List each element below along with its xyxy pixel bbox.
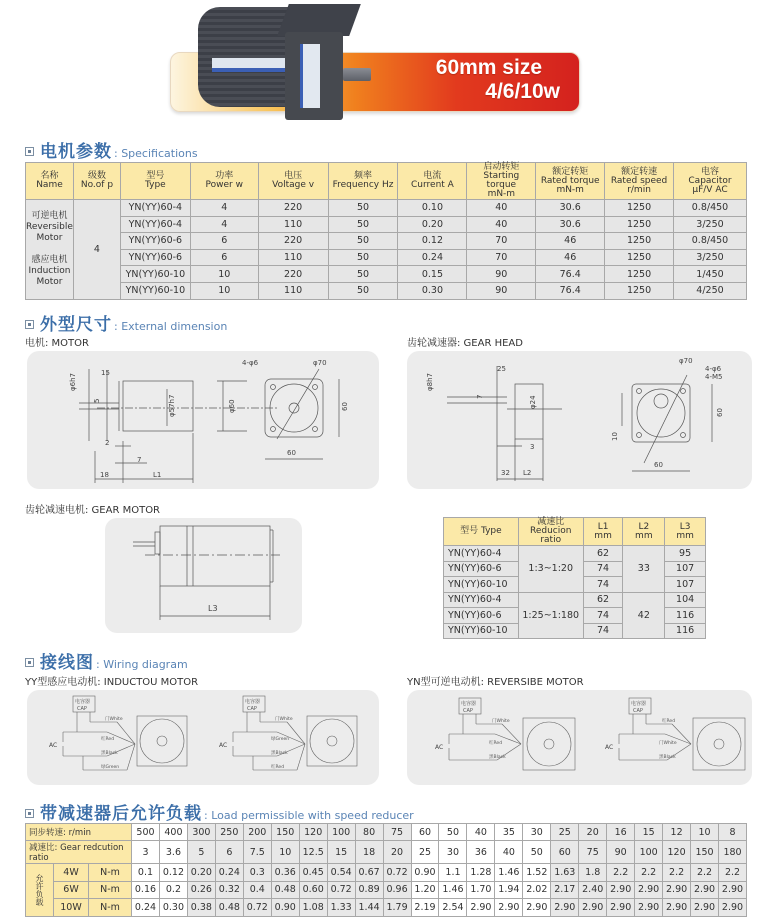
section-bullet-icon — [25, 147, 34, 156]
gearbox-nameplate — [300, 44, 320, 108]
svg-text:黑Black: 黑Black — [489, 755, 506, 760]
svg-text:红Red: 红Red — [271, 765, 285, 770]
svg-text:红Red: 红Red — [662, 719, 676, 724]
specifications-table — [25, 162, 747, 300]
svg-text:CAP: CAP — [463, 708, 473, 714]
gearhead-drawing-panel — [407, 351, 752, 489]
table-row: YN(YY)60-6 6 220 50 0.12 70 46 1250 0.8/450 — [26, 233, 747, 250]
gear-header-row: 型号 Type 减速比 Reducion ratio L1 mm L2 mm L3 mm — [444, 518, 706, 546]
svg-text:黑Black: 黑Black — [101, 751, 118, 756]
col-current: 电流 Current A — [398, 163, 467, 200]
table-row: YN(YY)60-10 74 116 — [444, 623, 706, 639]
svg-text:门White: 门White — [275, 717, 293, 722]
col-rated-torque: 额定转矩 Rated torque mN-m — [536, 163, 605, 200]
svg-text:60: 60 — [716, 408, 724, 417]
svg-text:AC: AC — [219, 742, 228, 749]
svg-text:黑Black: 黑Black — [659, 755, 676, 760]
size-label: 60mm size — [435, 56, 542, 79]
speed-label: 同步转速: r/min — [26, 824, 132, 841]
col-frequency: 频率 Frequency Hz — [328, 163, 398, 200]
svg-text:φ60: φ60 — [228, 399, 236, 413]
wiring-diagram-left — [49, 696, 187, 770]
svg-text:红Red: 红Red — [489, 741, 503, 746]
dimension-heading: 外型尺寸 : External dimension — [25, 310, 227, 335]
induction-motor-label: YY型感应电动机: INDUCTOU MOTOR — [25, 677, 199, 688]
svg-text:60: 60 — [287, 449, 296, 457]
table-row: YN(YY)60-6 74 107 — [444, 561, 706, 577]
svg-text:AC: AC — [605, 744, 614, 751]
svg-text:φ70: φ70 — [313, 359, 327, 367]
power-cell: 6W — [54, 881, 89, 898]
svg-text:5: 5 — [93, 398, 101, 403]
spec-header-row — [26, 163, 747, 200]
table-row: YN(YY)60-4 4 110 50 0.20 40 30.6 1250 3/250 — [26, 216, 747, 233]
col-type: 型号 Type — [120, 163, 190, 200]
svg-text:AC: AC — [435, 744, 444, 751]
permissible-load-label: 允许负载 — [26, 864, 54, 916]
col-name: 名称 Name — [26, 163, 74, 200]
speed-row: 同步转速: r/min 500 400 300 250 200 150 120 100 80 75 60 50 40 35 30 25 20 16 15 12 10 8 — [26, 824, 747, 841]
svg-text:门White: 门White — [492, 719, 510, 724]
col-poles: 级数 No.of p — [73, 163, 120, 200]
table-row: 10W N-m 0.24 0.30 0.38 0.48 0.72 0.90 1.08 1.33 1.44 1.79 2.19 2.54 2.90 2.90 2.90 2.90 2.90 2.90 2.90 2.90 2.90 2.90 — [26, 899, 747, 916]
induction-wiring-diagram — [27, 690, 379, 785]
svg-text:绿Green: 绿Green — [101, 765, 120, 770]
specifications-heading: 电机参数 : Specifications — [25, 137, 198, 162]
section-bullet-icon — [25, 320, 34, 329]
gearmotor-dimension-drawing — [105, 518, 302, 633]
table-row: 6W N-m 0.16 0.2 0.26 0.32 0.4 0.48 0.60 0.72 0.89 0.96 1.20 1.46 1.70 1.94 2.02 2.17 2.40 2.90 2.90 2.90 2.90 2.90 — [26, 881, 747, 898]
wiring-diagram-right — [605, 698, 745, 770]
svg-text:绿Green: 绿Green — [271, 737, 290, 742]
motor-dimension-drawing — [27, 351, 379, 489]
svg-text:AC: AC — [49, 742, 58, 749]
power-cell: 10W — [54, 899, 89, 916]
section-bullet-icon — [25, 658, 34, 667]
svg-text:18: 18 — [100, 471, 109, 479]
output-shaft-image — [343, 68, 371, 81]
wiring-diagram-left — [435, 698, 575, 770]
svg-text:15: 15 — [101, 369, 110, 377]
col-rated-speed: 额定转速 Rated speed r/min — [605, 163, 674, 200]
svg-text:φ8h7: φ8h7 — [426, 373, 434, 391]
svg-text:L1: L1 — [153, 471, 162, 479]
motor-label: 电机: MOTOR — [25, 338, 89, 349]
wiring-diagram-right — [219, 696, 357, 770]
section-bullet-icon — [25, 809, 34, 818]
table-row: YN(YY)60-4 1:25~1:180 62 42 104 — [444, 592, 706, 608]
svg-text:L3: L3 — [208, 604, 218, 613]
unit-cell: N-m — [89, 899, 132, 916]
table-row: 可逆电机 Reversible Motor 感应电机 Induction Motor 4 YN(YY)60-4 4 220 50 0.10 40 30.6 1250 0.8/450 — [26, 200, 747, 217]
svg-text:红Red: 红Red — [101, 737, 115, 742]
load-heading: 带减速器后允许负载 : Load permissible with speed reducer — [25, 799, 414, 824]
svg-text:CAP: CAP — [633, 708, 643, 714]
gearmotor-label: 齿轮减速电机: GEAR MOTOR — [25, 505, 161, 516]
induction-wiring-panel — [27, 690, 379, 785]
svg-text:4-φ6: 4-φ6 — [705, 365, 722, 373]
load-permissible-table — [25, 823, 747, 917]
wiring-heading: 接线图 : Wiring diagram — [25, 648, 188, 673]
svg-text:4-M5: 4-M5 — [705, 373, 723, 381]
table-row: YN(YY)60-10 10 110 50 0.30 90 76.4 1250 4/250 — [26, 282, 747, 299]
poles-cell: 4 — [73, 200, 120, 300]
table-row: YN(YY)60-4 1:3~1:20 62 33 95 — [444, 546, 706, 562]
motor-drawing-panel — [27, 351, 379, 489]
svg-text:φ24: φ24 — [529, 395, 537, 409]
reversible-wiring-diagram — [407, 690, 752, 785]
table-row: YN(YY)60-6 6 110 50 0.24 70 46 1250 3/250 — [26, 249, 747, 266]
ratio-label: 减速比: Gear redcution ratio — [26, 841, 132, 864]
svg-text:7: 7 — [476, 394, 484, 399]
unit-cell: N-m — [89, 881, 132, 898]
table-row: YN(YY)60-10 10 220 50 0.15 90 76.4 1250 1/450 — [26, 266, 747, 283]
power-label: 4/6/10w — [485, 80, 560, 103]
svg-text:黑Black: 黑Black — [271, 751, 288, 756]
svg-text:门White: 门White — [105, 717, 123, 722]
svg-text:2: 2 — [105, 439, 110, 447]
ratio-row: 减速比: Gear redcution ratio 3 3.6 5 6 7.5 10 12.5 15 18 20 25 30 36 40 50 60 75 90 100 120 150 180 — [26, 841, 747, 864]
reversible-wiring-panel — [407, 690, 752, 785]
gearhead-label: 齿轮减速器: GEAR HEAD — [407, 338, 523, 349]
svg-text:门White: 门White — [659, 741, 677, 746]
reversible-motor-label: YN型可逆电动机: REVERSIBE MOTOR — [407, 677, 584, 688]
svg-text:60: 60 — [341, 402, 349, 411]
hero-text — [390, 56, 570, 104]
svg-text:10: 10 — [611, 432, 619, 441]
svg-text:3: 3 — [530, 443, 535, 451]
table-row: YN(YY)60-10 74 107 — [444, 577, 706, 593]
power-cell: 4W — [54, 864, 89, 881]
svg-text:φ57h7: φ57h7 — [168, 394, 176, 417]
svg-text:电容器: 电容器 — [631, 701, 647, 707]
gearhead-dimension-drawing — [407, 351, 752, 489]
gearmotor-drawing-panel — [105, 518, 302, 633]
svg-text:φ6h7: φ6h7 — [69, 373, 77, 391]
col-voltage: 电压 Voltage v — [258, 163, 328, 200]
svg-text:L2: L2 — [523, 469, 532, 477]
svg-text:电容器: 电容器 — [245, 699, 261, 705]
svg-text:电容器: 电容器 — [461, 701, 477, 707]
gear-ratio-table — [443, 517, 706, 639]
col-capacitor: 电容 Capacitor μF/V AC — [674, 163, 747, 200]
svg-text:4-φ6: 4-φ6 — [242, 359, 259, 367]
svg-text:32: 32 — [501, 469, 510, 477]
svg-text:25: 25 — [497, 365, 506, 373]
svg-text:电容器: 电容器 — [75, 699, 91, 705]
svg-text:60: 60 — [654, 461, 663, 469]
svg-text:CAP: CAP — [77, 706, 87, 712]
svg-text:CAP: CAP — [247, 706, 257, 712]
table-row: YN(YY)60-6 74 116 — [444, 608, 706, 624]
svg-text:7: 7 — [137, 456, 142, 464]
motor-name-cell: 可逆电机 Reversible Motor 感应电机 Induction Motor — [26, 200, 74, 300]
svg-text:φ70: φ70 — [679, 357, 693, 365]
table-row: 允许负载 4W N-m 0.1 0.12 0.20 0.24 0.3 0.36 0.45 0.54 0.67 0.72 0.90 1.1 1.28 1.46 1.52 1.63 1.8 2.2 2.2 2.2 2.2 2.2 — [26, 864, 747, 881]
col-starting-torque: 启动转矩 Starting torque mN-m — [467, 163, 536, 200]
unit-cell: N-m — [89, 864, 132, 881]
col-power: 功率 Power w — [190, 163, 258, 200]
